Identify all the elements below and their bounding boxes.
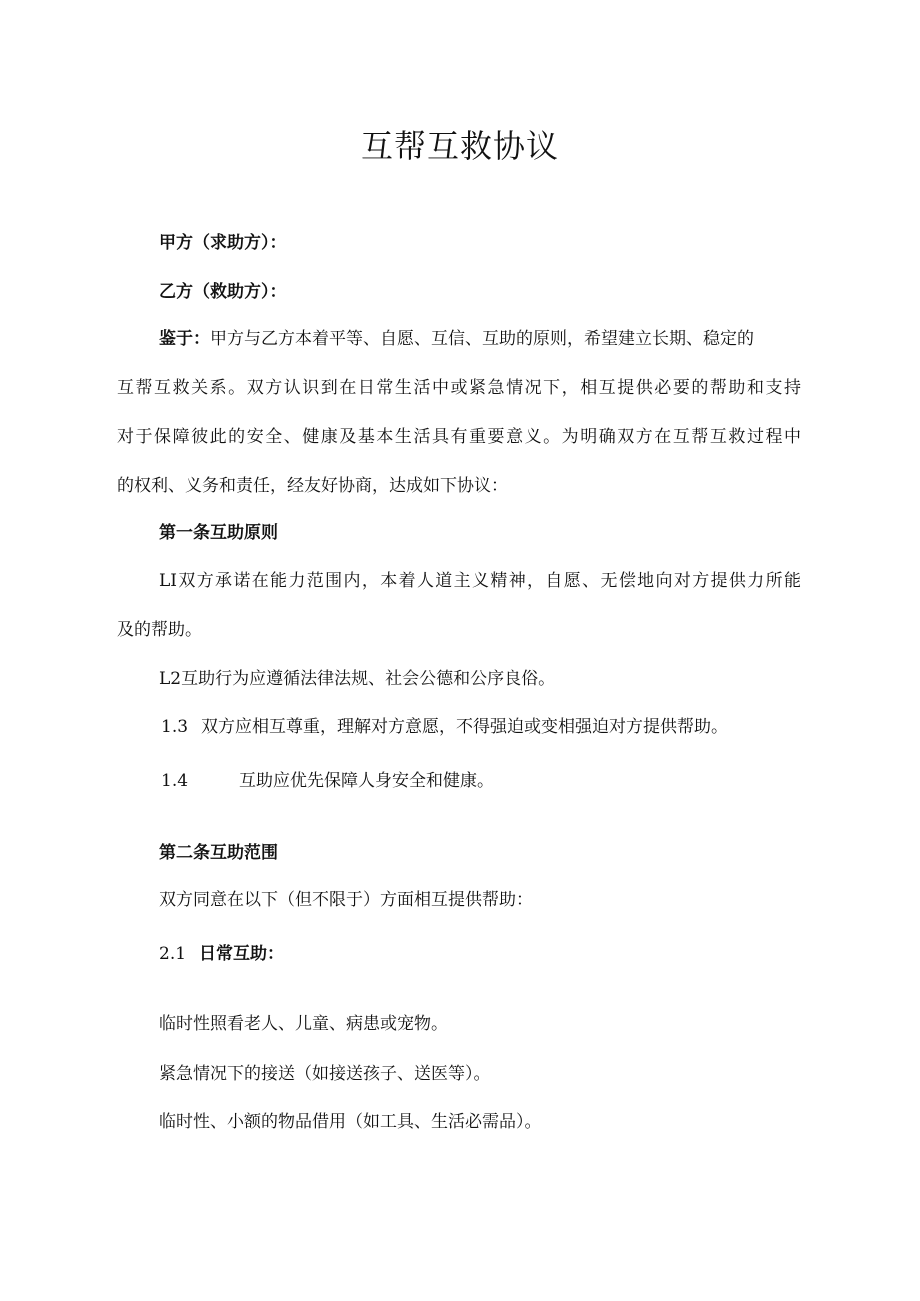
item-text: 互助应优先保障人身安全和健康。 [239,771,494,791]
article-2-bullet-3: 临时性、小额的物品借用（如工具、生活必需品）。 [159,1112,542,1132]
whereas-line-4: 的权利、义务和责任，经友好协商，达成如下协议： [117,476,508,496]
article-1-item-2: L2互助行为应遵循法律法规、社会公德和公序良俗。 [159,669,556,689]
item-text: 双方应相互尊重，理解对方意愿，不得强迫或变相强迫对方提供帮助。 [201,717,728,737]
article-2-heading: 第二条互助范围 [159,843,278,863]
sub-number: 2.1 [159,944,187,964]
whereas-line-1 [159,326,754,352]
whereas-line-2: 互帮互救关系。双方认识到在日常生活中或紧急情况下，相互提供必要的帮助和支持 [117,378,801,398]
article-1-item-1-line-2: 及的帮助。 [117,620,202,640]
party-b-line: 乙方（救助方）： [159,282,287,302]
item-number: 1.3 [161,717,189,737]
article-1-item-3 [161,714,728,740]
article-2-bullet-2: 紧急情况下的接送（如接送孩子、送医等）。 [159,1064,491,1084]
article-1-item-4 [161,768,494,794]
article-2-sub-1 [159,941,284,967]
whereas-text-1: 甲方与乙方本着平等、自愿、互信、互助的原则，希望建立长期、稳定的 [210,329,754,349]
article-1-heading: 第一条互助原则 [159,523,278,543]
whereas-label: 鉴于： [159,329,210,349]
article-2-bullet-1: 临时性照看老人、儿童、病患或宠物。 [159,1014,448,1034]
whereas-line-3: 对于保障彼此的安全、健康及基本生活具有重要意义。为明确双方在互帮互救过程中 [117,427,801,447]
article-2-intro: 双方同意在以下（但不限于）方面相互提供帮助： [159,890,533,910]
article-1-item-1-line-1: LI双方承诺在能力范围内，本着人道主义精神，自愿、无偿地向对方提供力所能 [159,571,801,591]
party-a-line: 甲方（求助方）： [159,233,287,253]
document-title: 互帮互救协议 [360,127,559,165]
sub-label: 日常互助： [199,944,284,964]
item-number: 1.4 [161,771,189,791]
